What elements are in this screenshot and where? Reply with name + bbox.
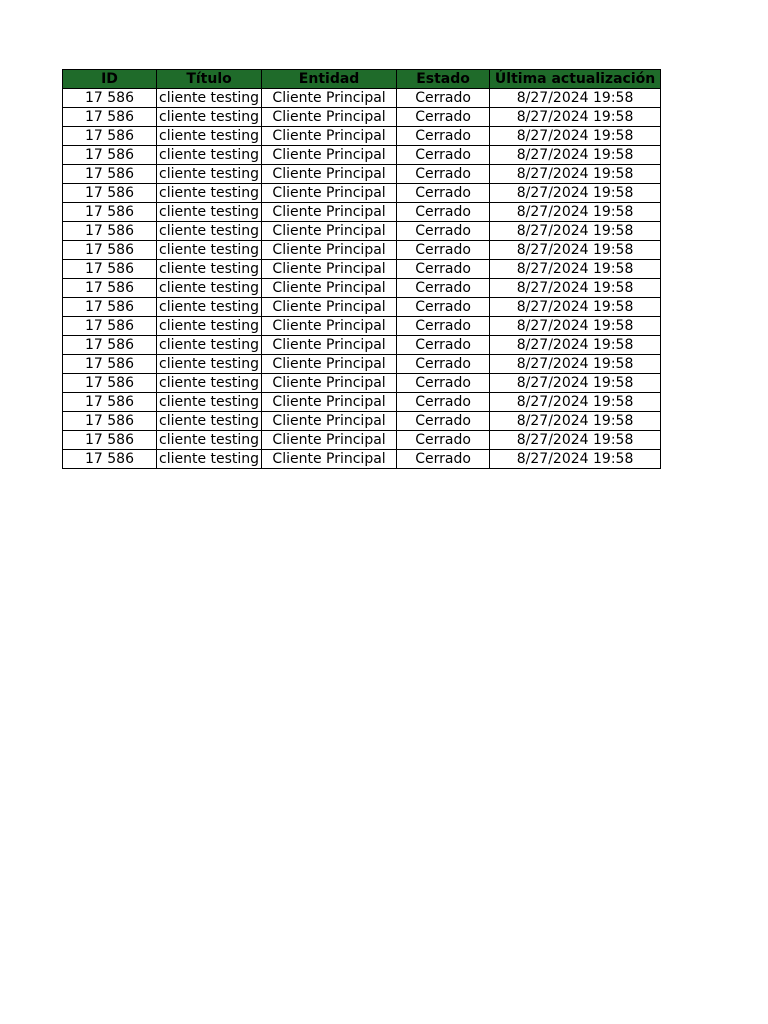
cell-title: cliente testing	[157, 431, 262, 450]
cell-last-updated: 8/27/2024 19:58	[490, 393, 661, 412]
cell-status: Cerrado	[397, 108, 490, 127]
cell-entity: Cliente Principal	[262, 165, 397, 184]
cell-entity: Cliente Principal	[262, 108, 397, 127]
cell-entity: Cliente Principal	[262, 450, 397, 469]
table-row	[63, 184, 661, 203]
cell-id: 17 586	[63, 127, 157, 146]
table-header	[63, 70, 661, 89]
header-title: Título	[157, 70, 262, 89]
cell-last-updated: 8/27/2024 19:58	[490, 184, 661, 203]
table-row	[63, 279, 661, 298]
cell-last-updated: 8/27/2024 19:58	[490, 241, 661, 260]
cell-status: Cerrado	[397, 412, 490, 431]
table-row	[63, 222, 661, 241]
header-row	[63, 70, 661, 89]
cell-status: Cerrado	[397, 431, 490, 450]
cell-last-updated: 8/27/2024 19:58	[490, 89, 661, 108]
cell-status: Cerrado	[397, 165, 490, 184]
cell-entity: Cliente Principal	[262, 431, 397, 450]
cell-id: 17 586	[63, 203, 157, 222]
cell-last-updated: 8/27/2024 19:58	[490, 108, 661, 127]
cell-title: cliente testing	[157, 184, 262, 203]
cell-title: cliente testing	[157, 127, 262, 146]
cell-entity: Cliente Principal	[262, 127, 397, 146]
cell-id: 17 586	[63, 165, 157, 184]
table-row	[63, 298, 661, 317]
cell-id: 17 586	[63, 89, 157, 108]
cell-title: cliente testing	[157, 241, 262, 260]
cell-last-updated: 8/27/2024 19:58	[490, 355, 661, 374]
cell-status: Cerrado	[397, 374, 490, 393]
cell-status: Cerrado	[397, 355, 490, 374]
cell-id: 17 586	[63, 241, 157, 260]
cell-title: cliente testing	[157, 222, 262, 241]
cell-title: cliente testing	[157, 450, 262, 469]
cell-title: cliente testing	[157, 279, 262, 298]
cell-title: cliente testing	[157, 336, 262, 355]
cell-entity: Cliente Principal	[262, 260, 397, 279]
cell-last-updated: 8/27/2024 19:58	[490, 336, 661, 355]
table-row	[63, 374, 661, 393]
table-row	[63, 260, 661, 279]
cell-id: 17 586	[63, 260, 157, 279]
cell-status: Cerrado	[397, 89, 490, 108]
cell-id: 17 586	[63, 374, 157, 393]
table-row	[63, 412, 661, 431]
cell-last-updated: 8/27/2024 19:58	[490, 146, 661, 165]
table-row	[63, 127, 661, 146]
cell-status: Cerrado	[397, 450, 490, 469]
table-body	[63, 89, 661, 469]
cell-title: cliente testing	[157, 260, 262, 279]
cell-title: cliente testing	[157, 317, 262, 336]
cell-entity: Cliente Principal	[262, 336, 397, 355]
cell-title: cliente testing	[157, 165, 262, 184]
cell-last-updated: 8/27/2024 19:58	[490, 260, 661, 279]
header-status: Estado	[397, 70, 490, 89]
cell-last-updated: 8/27/2024 19:58	[490, 165, 661, 184]
header-last-updated: Última actualización	[490, 70, 661, 89]
cell-last-updated: 8/27/2024 19:58	[490, 279, 661, 298]
cell-id: 17 586	[63, 222, 157, 241]
cell-id: 17 586	[63, 279, 157, 298]
cell-status: Cerrado	[397, 241, 490, 260]
cell-title: cliente testing	[157, 355, 262, 374]
cell-last-updated: 8/27/2024 19:58	[490, 412, 661, 431]
cell-id: 17 586	[63, 431, 157, 450]
cell-entity: Cliente Principal	[262, 279, 397, 298]
cell-entity: Cliente Principal	[262, 393, 397, 412]
table-row	[63, 431, 661, 450]
header-entity: Entidad	[262, 70, 397, 89]
table-row	[63, 336, 661, 355]
cell-last-updated: 8/27/2024 19:58	[490, 374, 661, 393]
header-id: ID	[63, 70, 157, 89]
cell-entity: Cliente Principal	[262, 222, 397, 241]
cell-entity: Cliente Principal	[262, 298, 397, 317]
cell-entity: Cliente Principal	[262, 355, 397, 374]
cell-entity: Cliente Principal	[262, 241, 397, 260]
cell-id: 17 586	[63, 393, 157, 412]
cell-last-updated: 8/27/2024 19:58	[490, 203, 661, 222]
cell-last-updated: 8/27/2024 19:58	[490, 317, 661, 336]
cell-status: Cerrado	[397, 393, 490, 412]
table-row	[63, 355, 661, 374]
cell-title: cliente testing	[157, 203, 262, 222]
cell-title: cliente testing	[157, 393, 262, 412]
cell-status: Cerrado	[397, 127, 490, 146]
cell-title: cliente testing	[157, 412, 262, 431]
table-row	[63, 89, 661, 108]
cell-status: Cerrado	[397, 279, 490, 298]
cell-last-updated: 8/27/2024 19:58	[490, 450, 661, 469]
cell-title: cliente testing	[157, 374, 262, 393]
cell-status: Cerrado	[397, 203, 490, 222]
cell-last-updated: 8/27/2024 19:58	[490, 127, 661, 146]
cell-title: cliente testing	[157, 89, 262, 108]
cell-id: 17 586	[63, 184, 157, 203]
cell-entity: Cliente Principal	[262, 203, 397, 222]
cell-entity: Cliente Principal	[262, 317, 397, 336]
cell-id: 17 586	[63, 450, 157, 469]
cell-last-updated: 8/27/2024 19:58	[490, 298, 661, 317]
cell-entity: Cliente Principal	[262, 374, 397, 393]
table-row	[63, 165, 661, 184]
cell-id: 17 586	[63, 298, 157, 317]
cell-last-updated: 8/27/2024 19:58	[490, 431, 661, 450]
cell-title: cliente testing	[157, 108, 262, 127]
cell-id: 17 586	[63, 317, 157, 336]
cell-status: Cerrado	[397, 222, 490, 241]
cell-title: cliente testing	[157, 146, 262, 165]
table-row	[63, 393, 661, 412]
cell-status: Cerrado	[397, 184, 490, 203]
records-table	[62, 69, 661, 469]
cell-status: Cerrado	[397, 260, 490, 279]
cell-status: Cerrado	[397, 298, 490, 317]
table-row	[63, 241, 661, 260]
cell-status: Cerrado	[397, 317, 490, 336]
table-row	[63, 108, 661, 127]
cell-entity: Cliente Principal	[262, 184, 397, 203]
cell-id: 17 586	[63, 336, 157, 355]
cell-id: 17 586	[63, 108, 157, 127]
cell-entity: Cliente Principal	[262, 146, 397, 165]
table-row	[63, 146, 661, 165]
cell-id: 17 586	[63, 146, 157, 165]
cell-last-updated: 8/27/2024 19:58	[490, 222, 661, 241]
cell-entity: Cliente Principal	[262, 89, 397, 108]
table-row	[63, 317, 661, 336]
table-row	[63, 203, 661, 222]
cell-id: 17 586	[63, 355, 157, 374]
table-row	[63, 450, 661, 469]
cell-title: cliente testing	[157, 298, 262, 317]
cell-status: Cerrado	[397, 336, 490, 355]
cell-id: 17 586	[63, 412, 157, 431]
cell-status: Cerrado	[397, 146, 490, 165]
cell-entity: Cliente Principal	[262, 412, 397, 431]
